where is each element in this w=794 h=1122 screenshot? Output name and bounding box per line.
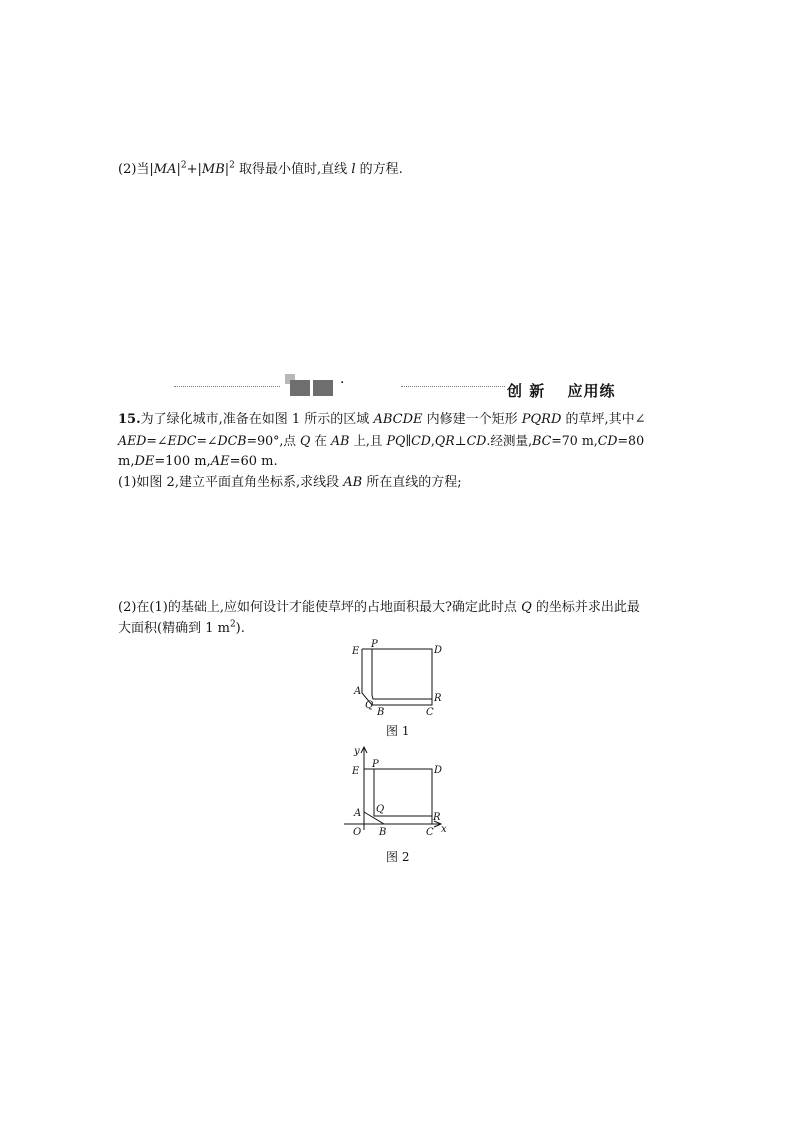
q15-part2-line1: [118, 598, 640, 618]
superscript: 2: [180, 160, 187, 171]
question-number: 15.: [118, 412, 141, 427]
text-fragment: =70 m,: [551, 433, 598, 448]
figure-2-diagram: [340, 744, 460, 840]
text-fragment: (2)当|: [118, 162, 154, 177]
math-DCB: DCB: [217, 433, 247, 448]
text-fragment: 为了绿化城市,准备在如图 1 所示的区域: [140, 412, 374, 427]
lawn-PQRD: [372, 649, 432, 699]
math-CD: CD: [411, 433, 431, 448]
math-AB: AB: [343, 475, 363, 490]
text-fragment: (2)在(1)的基础上,应如何设计才能使草坪的占地面积最大?确定此时点: [118, 600, 522, 615]
dotted-rule-right: [401, 386, 505, 387]
text-fragment: m,: [118, 454, 135, 469]
label-P: P: [372, 759, 379, 770]
label-O: O: [353, 827, 362, 838]
text-fragment: =60 m.: [229, 454, 278, 469]
math-ABCDE: ABCDE: [373, 412, 423, 427]
text-fragment: +|: [186, 162, 202, 177]
section-header: [170, 372, 630, 402]
figure-2-caption: 图 2: [386, 850, 410, 864]
header-decor-block: [313, 380, 333, 396]
text-fragment: 的草坪,其中∠: [561, 412, 646, 427]
label-x: x: [441, 824, 447, 835]
text-fragment: =90°,点: [246, 433, 301, 448]
text-fragment: 在: [310, 433, 331, 448]
q15-line2: [118, 431, 644, 451]
text-fragment: 取得最小值时,直线: [234, 162, 352, 177]
text-fragment: ,: [430, 433, 435, 448]
q15-line1: [118, 410, 646, 430]
label-P: P: [371, 639, 378, 650]
math-MB: MB: [201, 162, 225, 177]
math-AED: AED: [118, 433, 147, 448]
math-Q: Q: [300, 433, 311, 448]
label-D: D: [434, 765, 443, 776]
text-fragment: =80: [617, 433, 645, 448]
text-fragment: 的坐标并求出此最: [531, 600, 640, 615]
label-A: A: [354, 808, 362, 819]
header-dot: ·: [340, 375, 345, 391]
dotted-rule-left: [174, 386, 280, 387]
label-D: D: [434, 645, 443, 656]
math-DE: DE: [134, 454, 155, 469]
label-y: y: [354, 746, 360, 757]
text-fragment: =∠: [146, 433, 168, 448]
label-Q: Q: [365, 700, 374, 711]
text-fragment: .经测量,: [486, 433, 533, 448]
math-l: l: [351, 162, 356, 177]
text-fragment: 内修建一个矩形: [422, 412, 522, 427]
figure-1-caption: 图 1: [386, 724, 410, 738]
text-fragment: |: [224, 162, 230, 177]
label-C: C: [426, 707, 434, 718]
math-EDC: EDC: [167, 433, 197, 448]
text-fragment: ).: [235, 621, 245, 636]
text-fragment: 的方程.: [355, 162, 403, 177]
label-C: C: [426, 827, 434, 838]
text-fragment: =100 m,: [154, 454, 211, 469]
text-fragment: ∥: [405, 433, 412, 448]
math-CD: CD: [597, 433, 618, 448]
text-fragment: 大面积(精确到 1 m: [118, 621, 230, 636]
label-R: R: [434, 693, 442, 704]
math-BC: BC: [532, 433, 552, 448]
math-PQ: PQ: [386, 433, 406, 448]
superscript: 2: [229, 619, 236, 630]
label-Q: Q: [376, 804, 385, 815]
math-PQRD: PQRD: [521, 412, 562, 427]
math-QR: QR: [434, 433, 455, 448]
math-Q: Q: [521, 600, 532, 615]
label-R: R: [433, 812, 441, 823]
figure-1-diagram: [340, 638, 460, 720]
label-A: A: [354, 686, 362, 697]
superscript: 2: [229, 160, 235, 171]
math-AB: AB: [330, 433, 350, 448]
label-B: B: [379, 827, 387, 838]
math-CD: CD: [466, 433, 487, 448]
math-AE: AE: [210, 454, 230, 469]
text-fragment: (1)如图 2,建立平面直角坐标系,求线段: [118, 475, 344, 490]
q15-line3: [118, 452, 278, 472]
text-fragment: =∠: [196, 433, 218, 448]
text-fragment: |: [176, 162, 181, 177]
label-E: E: [352, 766, 360, 777]
q15-part2-line2: [118, 619, 245, 639]
text-fragment: 上,且: [349, 433, 387, 448]
math-MA: MA: [153, 162, 177, 177]
label-B: B: [377, 707, 385, 718]
text-fragment: ⊥: [454, 433, 467, 448]
q14-part2-text: [118, 160, 403, 180]
section-title: 创 新 应用练: [507, 382, 616, 400]
header-decor-block: [290, 380, 310, 396]
q15-part1: [118, 473, 462, 493]
text-fragment: 所在直线的方程;: [362, 475, 462, 490]
label-E: E: [352, 646, 360, 657]
